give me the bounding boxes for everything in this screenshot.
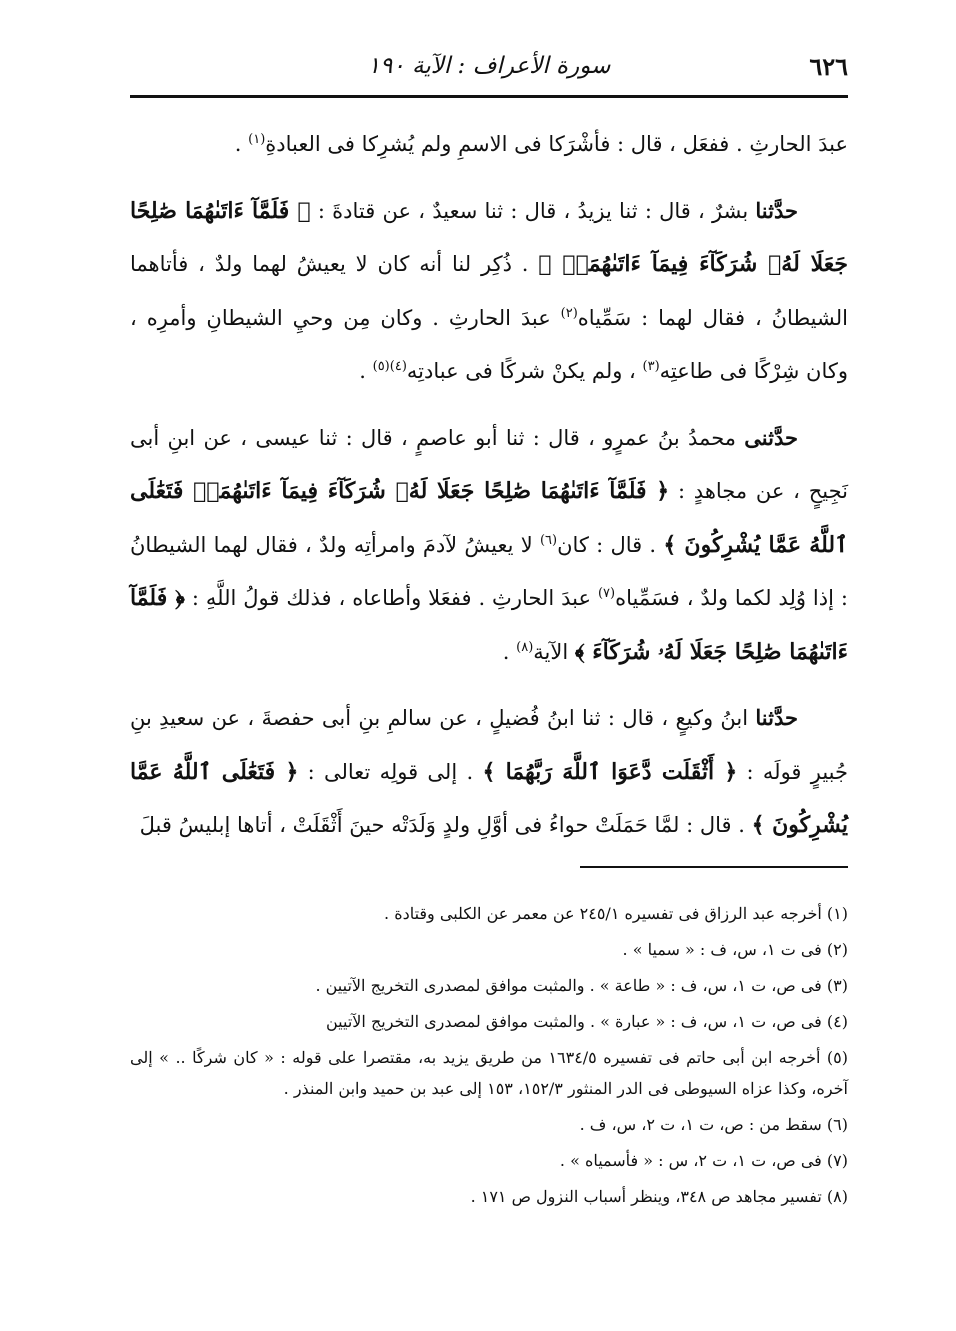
quran-verse: ﴿ أَثْقَلَت دَّعَوَا ٱللَّهَ رَبَّهُمَا ﴾ [482,758,738,785]
footnote-marker[interactable]: (٢) [560,305,578,321]
quran-verse: ﴿ فَلَمَّآ ءَاتَىٰهُمَا صَٰلِحًا جَعَلَا لَهُۥ شُرَكَآءَ ﴾ [130,585,848,665]
paragraph-text: محمدُ بنُ عمرٍو ، قال : ثنا أبو عاصمٍ ، قال : ثنا عيسى ، عن ابنِ أبى نَجِيحٍ ، عن مجاهدٍ : [130,425,849,503]
footnote-marker[interactable]: (٤)(٥) [372,359,407,374]
footnote-marker[interactable]: (٦) [539,532,558,548]
footnote-marker[interactable]: (٧) [597,586,616,601]
footnote-7: (٧) فى ص، ت ١، ت ٢، س : « فأسمياه » . [559,1151,848,1170]
running-title: سورة الأعراف : الآية ١٩٠ [367,53,611,79]
quran-verse: ﴿ فَلَمَّآ ءَاتَىٰهُمَا صَٰلِحًا جَعَلَا لَهُۥ شُرَكَآءَ فِيمَآ ءَاتَىٰهُمَاۚ فَتَعَٰلَى ٱللَّهُ عَمَّا يُشْرِكُونَ ﴾ [130,478,848,558]
footnote-marker[interactable]: (٣) [642,359,660,374]
footnote-3: (٣) فى ص، ت ١، س، ف : « طاعة » . والمثبت موافق لمصدرى التخريج الآتيين . [315,976,848,995]
paragraph-tail: . [234,132,249,156]
paragraph-2 [130,184,848,399]
paragraph-text: . قال : لمَّا حَمَلَتْ حواءُ فى أوَّلِ ولدٍ وَلَدَتْه حينَ أَثْقَلَتْ ، أتاها إبليسُ قبلَ [139,813,752,837]
paragraph-text: ابنُ وكيعٍ ، قال : ثنا ابنُ فُضيلٍ ، عن سالمِ بنِ أبى حفصةَ ، عن سعيدِ بنِ جُبيرٍ قولَه : [130,706,848,784]
footnotes [130,898,848,1217]
footnote-8: (٨) تفسير مجاهد ص ٣٤٨، وينظر أسباب النزول ص ١٧١ . [470,1187,848,1206]
footnote-marker[interactable]: (١) [248,132,266,147]
paragraph-3 [130,411,848,680]
paragraph-tail: . [502,639,517,664]
paragraph-1 [130,118,848,172]
quran-verse: ﴿ فَلَمَّآ ءَاتَىٰهُمَا صَٰلِحًا جَعَلَا لَهُۥ شُرَكَآءَ فِيمَآ ءَاتَىٰهُمَاۚ ﴾ [130,197,848,277]
paragraph-text: . قال : كان [557,532,664,557]
footnote-6: (٦) سقط من : ص، ت ١، ت ٢، س، ف . [579,1115,848,1134]
page-number: ٦٢٦ [809,51,848,81]
footnote-divider [580,866,848,868]
header-divider [130,95,848,98]
footnote-5: (٥) أخرجه ابن أبى حاتم فى تفسيره ١٦٣٤/٥ من طريق يزيد به، مقتصرا على قوله : « كان شركًا .. » إلى آخره، وكذا عزاه السيوطى فى الدر المنثور ١٥٢/٣، ١٥٣ إلى عبد بن حميد وابن المنذر . [130,1048,849,1098]
isnad-lead: حدَّثنا [755,705,798,730]
paragraph-text: الآية [533,639,575,664]
isnad-lead: حدَّثنى [744,424,798,450]
paragraph-text: ، ولم يكنْ شركًا فى عبادتِه [406,359,643,383]
paragraph-text: لا يعيشُ لآدمَ وامرأتِه ولدٌ ، فقال لهما الشيطانُ : إذا وُلِد لكما ولدٌ ، فسَمِّياه [130,532,848,610]
paragraph-text: عبدَ الحارثِ . ففعَلا وأطاعاه ، فذلك قولُ اللَّهِ : [184,586,598,610]
page-header [130,46,848,86]
paragraph-tail: . [359,359,373,383]
paragraph-text: عبدَ الحارثِ . ففعَل ، قال : فأشْرَكا فى الاسمِ ولم يُشرِكا فى العبادةِ [265,132,848,156]
paragraph-text: . إلى قولِه تعالى : [298,759,483,784]
quran-verse: ﴿ فَتَعَٰلَى ٱللَّهُ عَمَّا يُشْرِكُونَ ﴾ [130,758,848,838]
paragraph-text: عبدَ الحارثِ . وكان مِن وحيِ الشيطانِ وأمرِه ، وكان شِرْكًا فى طاعتِه [130,305,848,383]
paragraph-text: . ذُكِر لنا أنه كان لا يعيشُ لهما ولدٌ ، فأتاهما الشيطانُ ، فقال لهما : سَمِّياه [130,252,848,330]
paragraph-4 [130,691,848,853]
footnote-marker[interactable]: (٨) [516,639,534,655]
footnote-4: (٤) فى ص، ت ١، س، ف : « عبارة » . والمثبت موافق لمصدرى التخريج الآتيين [326,1012,848,1031]
footnote-2: (٢) فى ت ١، س، ف : « سميا » . [622,940,848,959]
paragraph-text: بشرٌ ، قال : ثنا يزيدُ ، قال : ثنا سعيدٌ ، عن قتادةَ : [310,198,756,223]
footnote-1: (١) أخرجه عبد الرزاق فى تفسيره ٢٤٥/١ عن معمر عن الكلبى وقتادة . [384,904,848,923]
isnad-lead: حدَّثنا [755,197,798,223]
main-text [130,118,848,865]
